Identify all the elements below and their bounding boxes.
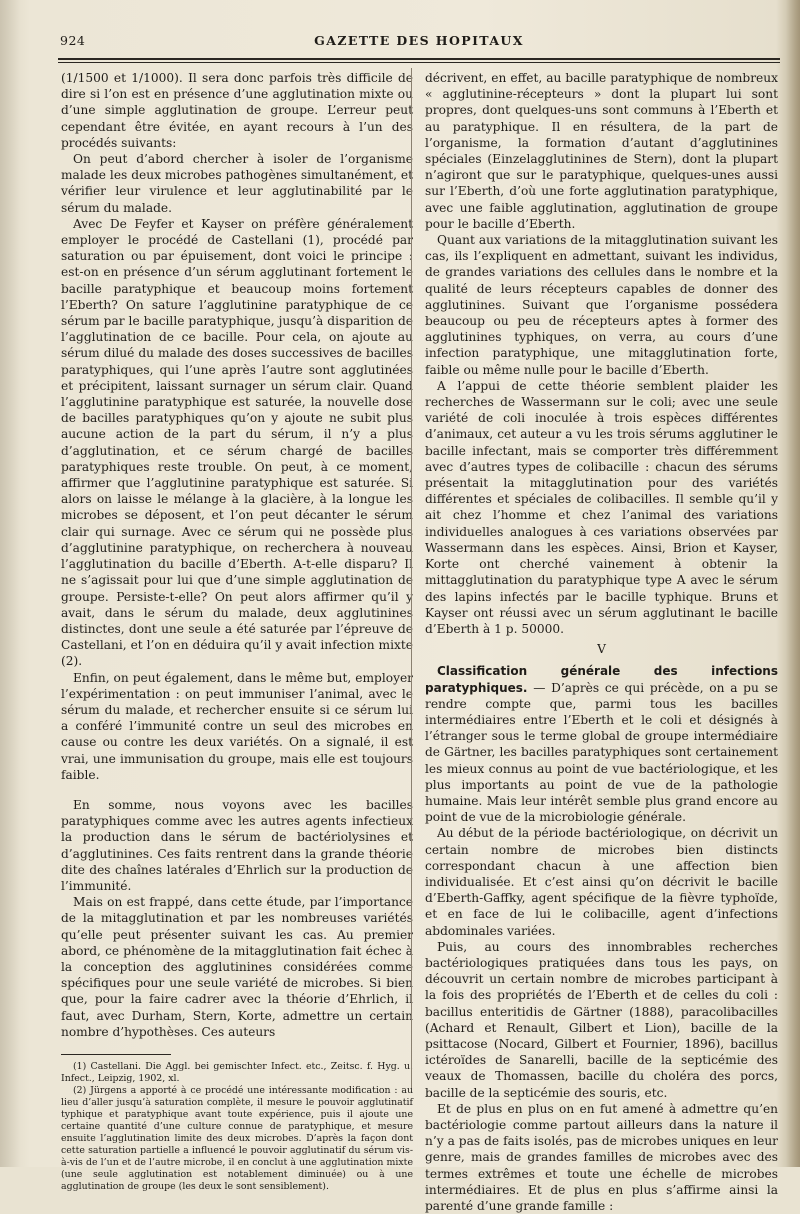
paragraph: Quant aux variations de la mitagglutination suivant les cas, ils l’expliquent en admettant, suivant les individus, de grandes variations des cellules dans le nombre et la qualité de leurs récepteurs capables de donner des agglutinines. Suivant que l’organisme possédera beaucoup ou peu de récepteurs aptes à former des agglutinines typhiques, on verra, au cours d’une infection paratyphique, une mitagglutination forte, faible ou même nulle pour le bacille d’Eberth. [425,233,778,377]
scan-edge-right [786,0,800,1167]
paragraph: Au début de la période bactériologique, on décrivit un certain nombre de microbes bien distincts correspondant chacun à une affection bien individualisée. Et c’est ainsi qu’on décrivit le bacille d’Eberth-Gaffky, agent spécifique de la fièvre typhoïde, et en face de lui le colibacille, agent d’infections abdominales variées. [425,826,778,938]
section-number: V [597,642,606,657]
journal-title: GAZETTE DES HOPITAUX [314,33,524,48]
paragraph: décrivent, en effet, au bacille paratyphique de nombreux « agglutinine-récepteurs » dont la plupart lui sont propres, dont quelques-uns sont communs à l’Eberth et au paratyphique. Il en résultera, de la part de l’organisme, la formation d’autant d’agglutinines spéciales (Einzelagglutinines de Stern), dont la plupart n’agiront que sur le paratyphique, quelques-unes aussi sur l’Eberth, d’où une forte agglutination paratyphique, avec une faible agglutination, agglutination de groupe pour le bacille d’Eberth. [425,71,778,231]
paragraph: On peut d’abord chercher à isoler de l’organisme malade les deux microbes pathogènes simultanément, et vérifier leur virulence et leur agglutinabilité par le sérum du malade. [61,152,413,215]
footnote-rule [61,1054,171,1055]
header-rule-thin [58,62,780,63]
paragraph: Puis, au cours des innombrables recherches bactériologiques pratiquées dans tous les pays, on découvrit un certain nombre de microbes participant à la fois des propriétés de l’Eberth et de celles du coli : bacillus enteritidis de Gärtner (1888), paracolibacilles (Achard et Renault, Gilbert et Lion), bacille de la psittacose (Nocard, Gilbert et Fournier, 1896), bacillus ictéroïdes de Sanarelli, bacille de la septicémie des veaux de Thomassen, bacille du choléra des porcs, bacille de la septicémie des souris, etc. [425,939,778,1100]
paragraph: (1/1500 et 1/1000). Il sera donc parfois très difficile de dire si l’on est en présence d’une agglutination mixte ou d’une simple agglutination de groupe. L’erreur peut cependant être évitée, en ayant recours à l’un des procédés suivants: [61,71,413,150]
page-number: 924 [60,33,86,48]
scan-shadow-left [0,0,20,1167]
page-header [60,33,778,53]
footnote: (1) Castellani. Die Aggl. bei gemischter Infect. etc., Zeitsc. f. Hyg. u. Infect., Leipzig, 1902, xl. [61,1060,413,1084]
section-first-text: — D’après ce qui précède, on a pu se rendre compte que, parmi tous les bacilles intermédiaires entre l’Eberth et le coli et désignés à l’étranger sous le terme global de groupe intermédiaire de Gärtner, les bacilles paratyphiques sont certainement les mieux connus au point de vue bactériologique, et les plus importants au point de vue de la pathologie humaine. Mais leur intérêt semble plus grand encore au point de vue de la microbiologie générale. [425,680,778,825]
left-column [61,70,413,1193]
paragraph: Et de plus en plus on en fut amené à admettre qu’en bactériologie comme partout ailleurs dans la nature il n’y a pas de faits isolés, pas de microbes uniques en leur genre, mais de grandes familles de microbes avec des termes extrêmes et toute une échelle de microbes intermédiaires. Et de plus en plus s’affirme ainsi la parenté d’une grande famille : [425,1101,778,1214]
paragraph: Enfin, on peut également, dans le même but, employer l’expérimentation : on peut immuniser l’animal, avec le sérum du malade, et rechercher ensuite si ce sérum lui a conféré l’immunité contre un seul des microbes en cause ou contre les deux variétés. On a signalé, il est vrai, une immunisation du groupe, mais elle est toujours faible. [61,670,413,782]
paragraph: A l’appui de cette théorie semblent plaider les recherches de Wassermann sur le coli; avec une seule variété de coli inoculée à trois espèces différentes d’animaux, cet auteur a vu les trois sérums agglutiner le bacille infectant, mais se comporter très différemment avec d’autres types de colibacille : chacun des sérums présentait la mitagglutination pour des variétés différentes et spéciales de colibacilles. Il semble qu’il y ait chez l’homme et chez l’animal des variations individuelles analogues à ces variations observées par Wassermann dans les espèces. Ainsi, Brion et Kayser, Korte ont cherché vainement à obtenir la mittagglutination du paratyphique type A avec le sérum des lapins infectés par le bacille typhique. Bruns et Kayser ont réussi avec un sérum agglutinant le bacille d’Eberth à 1 p. 50000. [425,378,778,636]
right-column [425,70,778,1214]
footnote: (2) Jürgens a apporté à ce procédé une intéressante modification : au lieu d’aller jusqu’à saturation complète, il mesure le pouvoir agglutinatif typhique et paratyphique avant toute expérience, puis il ajoute une certaine quantité d’une culture connue de paratyphique, et mesure ensuite l’agglutination limite des deux microbes. D’après la façon dont cette saturation partielle a influencé le pouvoir agglutinatif du sérum vis-à-vis de l’un et de l’autre microbe, il en conclut à une agglutination mixte (une seule agglutination est notablement diminuée) ou à une agglutination de groupe (les deux le sont sensiblement). [61,1084,413,1192]
column-divider [411,68,412,1088]
paragraph: En somme, nous voyons avec les bacilles paratyphiques comme avec les autres agents infectieux la production dans le sérum de bactériolysines et d’agglutinines. Ces faits rentrent dans la grande théorie dite des chaînes latérales d’Ehrlich sur la production de l’immunité. [61,797,413,893]
section-paragraph [425,663,778,825]
section-heading: Classification générale des infections paratyphiques. [425,664,778,695]
footnotes [61,1061,413,1193]
paragraph: Avec De Feyfer et Kayser on préfère généralement employer le procédé de Castellani (1), procédé par saturation ou par épuisement, dont voici le principe : est-on en présence d’un sérum agglutinant fortement le bacille paratyphique et beaucoup moins fortement l’Eberth? On sature l’agglutinine paratyphique de ce sérum par le bacille paratyphique, jusqu’à disparition de l’agglutination de ce bacille. Pour cela, on ajoute au sérum dilué du malade des doses successives de bacilles paratyphiques, qui l’une après l’autre sont agglutinées et précipitent, laissant surnager un sérum clair. Quand l’agglutinine paratyphique est saturée, la nouvelle dose de bacilles paratyphiques qu’on y ajoute ne subit plus aucune action de la part du sérum, il n’y a plus d’agglutination, et ce sérum chargé de bacilles paratyphiques reste trouble. On peut, à ce moment, affirmer que l’agglutinine paratyphique est saturée. Si alors on laisse le mélange à la glacière, à la longue les microbes se déposent, et l’on peut décanter le sérum clair qui surnage. Avec ce sérum qui ne possède plus d’agglutinine paratyphique, on recherchera à nouveau l’agglutination du bacille d’Eberth. A-t-elle disparu? Il ne s’agissait pour lui que d’une simple agglutination de groupe. Persiste-t-elle? On peut alors affirmer qu’il y avait, dans le sérum du malade, deux agglutinines distinctes, dont une seule a été saturée par l’épreuve de Castellani, et l’on en déduira qu’il y avait infection mixte (2). [61,216,413,669]
header-rule-thick [58,58,780,60]
paragraph: Mais on est frappé, dans cette étude, par l’importance de la mitagglutination et par les nombreuses variétés qu’elle peut présenter suivant les cas. Au premier abord, ce phénomène de la mitagglutination fait échec à la conception des agglutinines considérées comme spécifiques pour une seule variété de microbes. Si bien que, pour la faire cadrer avec la théorie d’Ehrlich, il faut, avec Durham, Stern, Korte, admettre un certain nombre d’hypothèses. Ces auteurs [61,895,413,1039]
